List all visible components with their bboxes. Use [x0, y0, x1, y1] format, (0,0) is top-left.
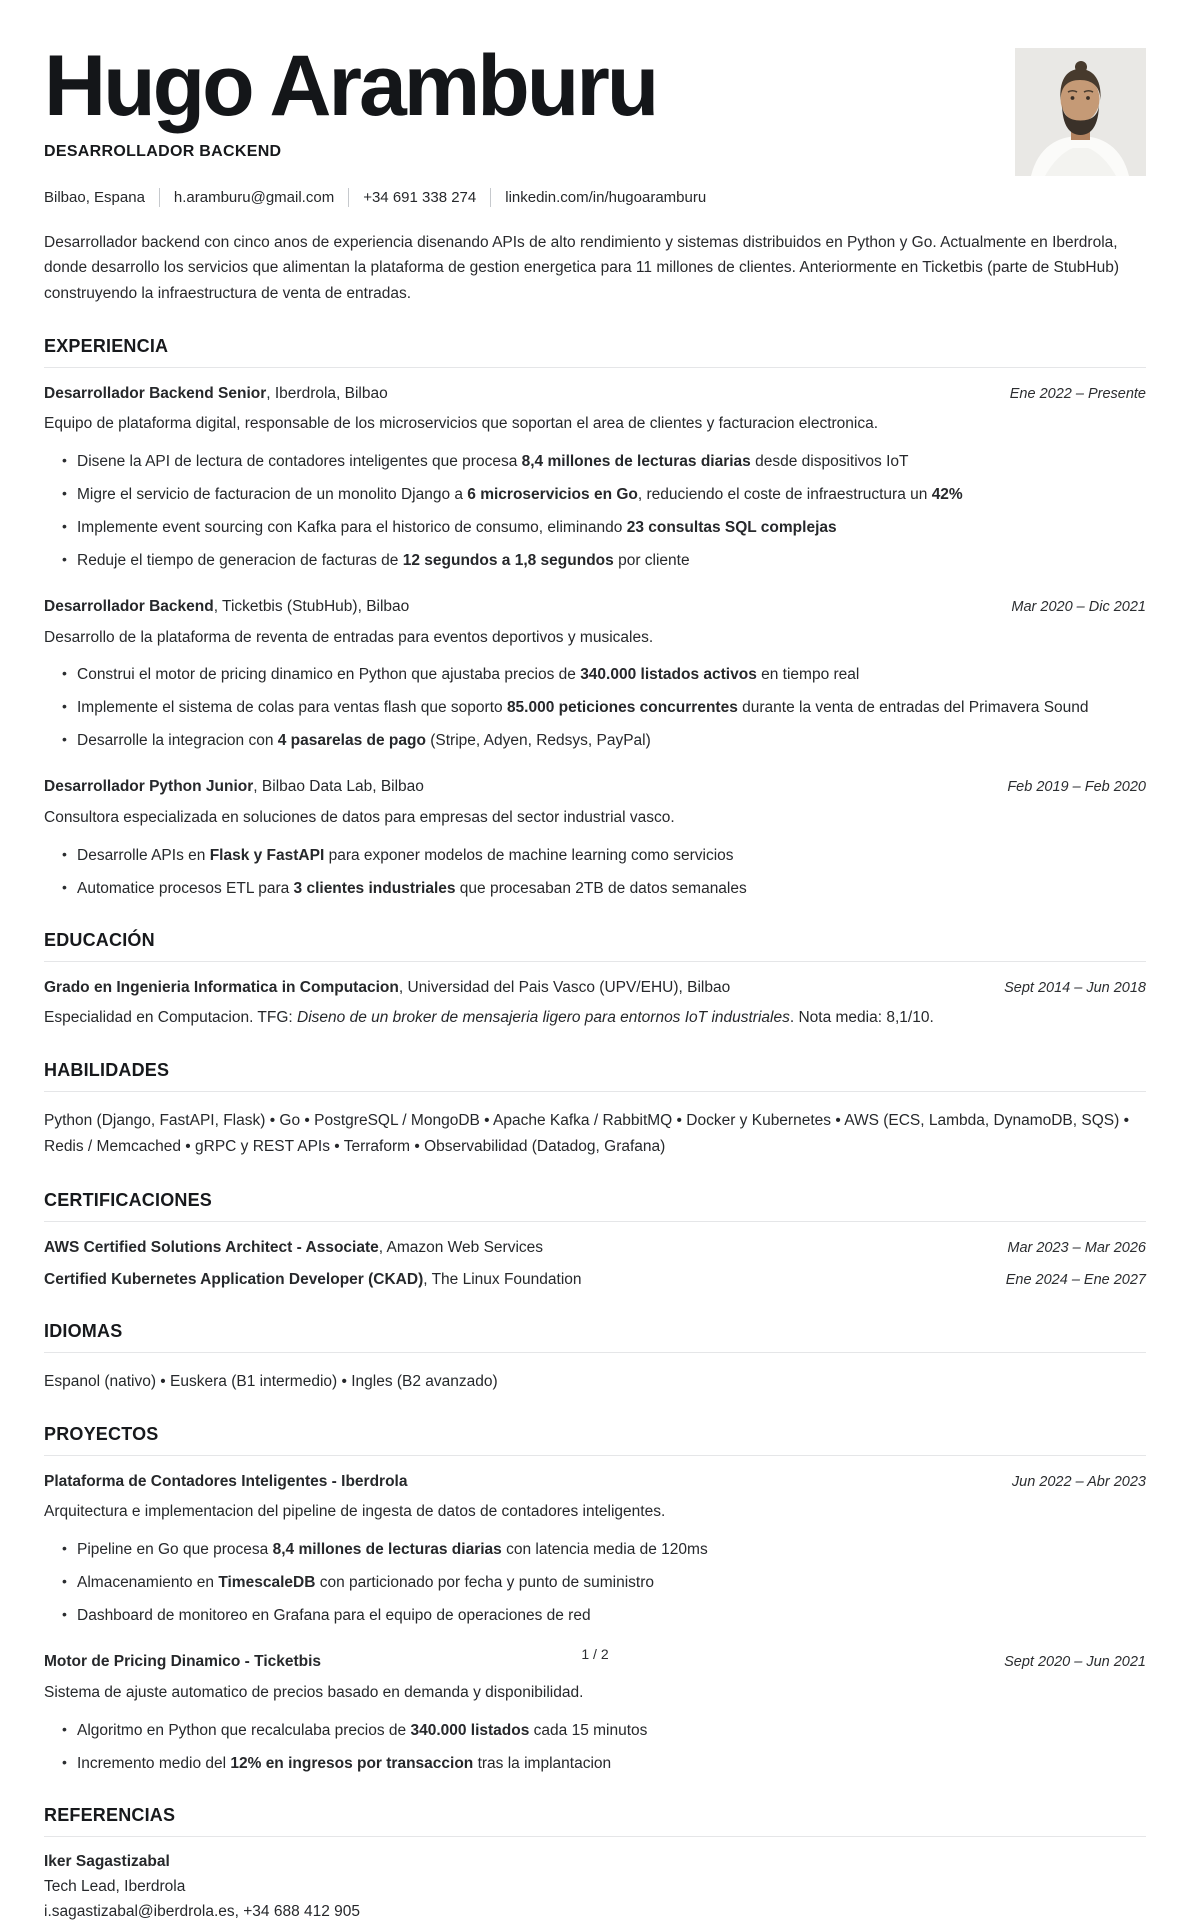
bullet-item: • Disene la API de lectura de contadores inteligentes que procesa 8,4 millones de lecturas diarias desde dispositivos IoT	[77, 450, 1146, 474]
project-bullets	[44, 1719, 1146, 1776]
project-name: Plataforma de Contadores Inteligentes - Iberdrola	[44, 1473, 408, 1491]
project-description: Sistema de ajuste automatico de precios basado en demanda y disponibilidad.	[44, 1683, 584, 1701]
project-dates: Sept 2020 – Jun 2021	[1004, 1654, 1146, 1671]
job-bullets	[44, 450, 1146, 573]
bullet-item: • Incremento medio del 12% en ingresos por transaccion tras la implantacion	[77, 1752, 1146, 1776]
project-name: Motor de Pricing Dinamico - Ticketbis	[44, 1653, 322, 1671]
certification-dates: Mar 2023 – Mar 2026	[1007, 1239, 1146, 1256]
certification-entry-1	[44, 1237, 1146, 1259]
education-description: Especialidad en Computacion. TFG: Diseno de un broker de mensajeria ligero para entornos IoT industriales. Nota media: 8,1/10.	[44, 1009, 934, 1027]
entry-head	[44, 596, 1146, 618]
certification-issuer: , Amazon Web Services	[378, 1238, 544, 1256]
reference-contact: i.sagastizabal@iberdrola.es, +34 688 412 905	[44, 1902, 361, 1920]
profile-photo	[1015, 48, 1146, 176]
project-entry-2	[44, 1651, 1146, 1775]
education-dates: Sept 2014 – Jun 2018	[1004, 979, 1146, 996]
bullet-item: • Desarrolle la integracion con 4 pasarelas de pago (Stripe, Adyen, Redsys, PayPal)	[77, 729, 1146, 753]
job-title	[44, 596, 409, 618]
project-title	[44, 1471, 407, 1493]
certification-title	[44, 1269, 582, 1291]
reference-role: Tech Lead, Iberdrola	[44, 1877, 186, 1895]
bullet-item: • Reduje el tiempo de generacion de facturas de 12 segundos a 1,8 segundos por cliente	[77, 549, 1146, 573]
project-description: Arquitectura e implementacion del pipeline de ingesta de datos de contadores inteligentes.	[44, 1503, 666, 1521]
certification-title	[44, 1237, 543, 1259]
project-entry-1	[44, 1471, 1146, 1628]
job-title-company: , Bilbao Data Lab, Bilbao	[253, 778, 424, 796]
contact-phone: +34 691 338 274	[363, 188, 477, 206]
degree-name: Grado en Ingenieria Informatica in Computacion	[44, 978, 399, 996]
entry-head	[44, 776, 1146, 798]
certification-issuer: , The Linux Foundation	[423, 1271, 582, 1289]
portrait-illustration	[1015, 48, 1146, 176]
bullet-item: • Implemente event sourcing con Kafka para el historico de consumo, eliminando 23 consultas SQL complejas	[77, 516, 1146, 540]
job-bullets	[44, 663, 1146, 753]
skills-list: Python (Django, FastAPI, Flask) • Go • PostgreSQL / MongoDB • Apache Kafka / RabbitMQ • Docker y Kubernetes • AWS (ECS, Lambda, DynamoDB, SQS) • Redis / Memcached • gRPC y REST APIs • Terraform • Observabilidad (Datadog, Grafana)	[44, 1112, 1129, 1156]
contact-email: h.aramburu@gmail.com	[173, 188, 335, 206]
entry-head	[44, 383, 1146, 405]
bullet-item: • Construi el motor de pricing dinamico en Python que ajustaba precios de 340.000 listados activos en tiempo real	[77, 663, 1146, 687]
certification-name: Certified Kubernetes Application Developer (CKAD)	[44, 1271, 424, 1289]
section-heading-proyectos: PROYECTOS	[44, 1424, 1146, 1456]
job-title-role: Desarrollador Backend	[44, 598, 214, 616]
project-bullets	[44, 1538, 1146, 1628]
page-number: 1 / 2	[581, 1646, 609, 1662]
bullet-item: • Dashboard de monitoreo en Grafana para el equipo de operaciones de red	[77, 1604, 1146, 1628]
bullet-item: • Almacenamiento en TimescaleDB con particionado por fecha y punto de suministro	[77, 1571, 1146, 1595]
section-experiencia	[44, 336, 1146, 901]
job-title-company: , Iberdrola, Bilbao	[266, 384, 388, 402]
entry-head	[44, 1471, 1146, 1493]
certification-name: AWS Certified Solutions Architect - Associate	[44, 1238, 379, 1256]
job-title	[44, 383, 388, 405]
bullet-item: • Migre el servicio de facturacion de un monolito Django a 6 microservicios en Go, reduciendo el coste de infraestructura un 42%	[77, 483, 1146, 507]
contact-separator	[159, 188, 160, 207]
experience-entry-1	[44, 383, 1146, 573]
resume-header	[44, 38, 1146, 207]
contact-row	[44, 188, 706, 207]
job-title-role: Desarrollador Backend Senior	[44, 384, 267, 402]
section-referencias	[44, 1805, 1146, 1921]
contact-separator	[490, 188, 491, 207]
certification-entry-2	[44, 1269, 1146, 1291]
section-habilidades	[44, 1060, 1146, 1161]
section-heading-referencias: REFERENCIAS	[44, 1805, 1146, 1837]
job-dates: Feb 2019 – Feb 2020	[1007, 779, 1146, 796]
education-entry	[44, 977, 1146, 1031]
contact-location: Bilbao, Espana	[44, 188, 145, 206]
experience-entry-2	[44, 596, 1146, 753]
job-title-company: , Ticketbis (StubHub), Bilbao	[213, 598, 410, 616]
section-heading-habilidades: HABILIDADES	[44, 1060, 1146, 1092]
experience-entry-3	[44, 776, 1146, 900]
header-text	[44, 38, 707, 207]
entry-head	[44, 1269, 1146, 1291]
bullet-item: • Pipeline en Go que procesa 8,4 millones de lecturas diarias con latencia media de 120ms	[77, 1538, 1146, 1562]
job-description: Desarrollo de la plataforma de reventa de entradas para eventos deportivos y musicales.	[44, 628, 654, 646]
person-role: DESARROLLADOR BACKEND	[44, 142, 282, 160]
degree-title	[44, 977, 730, 999]
job-description: Consultora especializada en soluciones de datos para empresas del sector industrial vasco.	[44, 808, 675, 826]
person-name: Hugo Aramburu	[44, 38, 657, 134]
job-dates: Mar 2020 – Dic 2021	[1011, 599, 1146, 616]
bullet-item: • Automatice procesos ETL para 3 clientes industriales que procesaban 2TB de datos semanales	[77, 877, 1146, 901]
section-proyectos	[44, 1424, 1146, 1776]
languages-list: Espanol (nativo) • Euskera (B1 intermedio) • Ingles (B2 avanzado)	[44, 1372, 498, 1390]
contact-separator	[348, 188, 349, 207]
section-heading-educacion: EDUCACIÓN	[44, 930, 1146, 962]
bullet-item: • Implemente el sistema de colas para ventas flash que soporto 85.000 peticiones concurrentes durante la venta de entradas del Primavera Sound	[77, 696, 1146, 720]
job-title	[44, 776, 424, 798]
bullet-item: • Desarrolle APIs en Flask y FastAPI para exponer modelos de machine learning como servicios	[77, 844, 1146, 868]
reference-name: Iker Sagastizabal	[44, 1852, 170, 1870]
section-educacion	[44, 930, 1146, 1031]
bullet-item: • Algoritmo en Python que recalculaba precios de 340.000 listados cada 15 minutos	[77, 1719, 1146, 1743]
section-heading-experiencia: EXPERIENCIA	[44, 336, 1146, 368]
degree-school: , Universidad del Pais Vasco (UPV/EHU), Bilbao	[398, 978, 731, 996]
section-certificaciones	[44, 1190, 1146, 1292]
job-bullets	[44, 844, 1146, 901]
job-title-role: Desarrollador Python Junior	[44, 778, 254, 796]
job-description: Equipo de plataforma digital, responsable de los microservicios que soportan el area de clientes y facturacion electronica.	[44, 415, 879, 433]
section-heading-idiomas: IDIOMAS	[44, 1321, 1146, 1353]
job-dates: Ene 2022 – Presente	[1009, 385, 1146, 402]
entry-head	[44, 977, 1146, 999]
certification-dates: Ene 2024 – Ene 2027	[1005, 1272, 1146, 1289]
contact-linkedin: linkedin.com/in/hugoaramburu	[505, 188, 707, 206]
section-idiomas	[44, 1321, 1146, 1395]
entry-head	[44, 1237, 1146, 1259]
summary-paragraph: Desarrollador backend con cinco anos de experiencia disenando APIs de alto rendimiento y sistemas distribuidos en Python y Go. Actualmente en Iberdrola, donde desarrollo los servicios que alimentan la plataforma de gestion energetica para 11 millones de clientes. Anteriormente en Ticketbis (parte de StubHub) construyendo la infraestructura de venta de entradas.	[44, 233, 1119, 303]
project-dates: Jun 2022 – Abr 2023	[1011, 1474, 1146, 1491]
section-heading-certificaciones: CERTIFICACIONES	[44, 1190, 1146, 1222]
